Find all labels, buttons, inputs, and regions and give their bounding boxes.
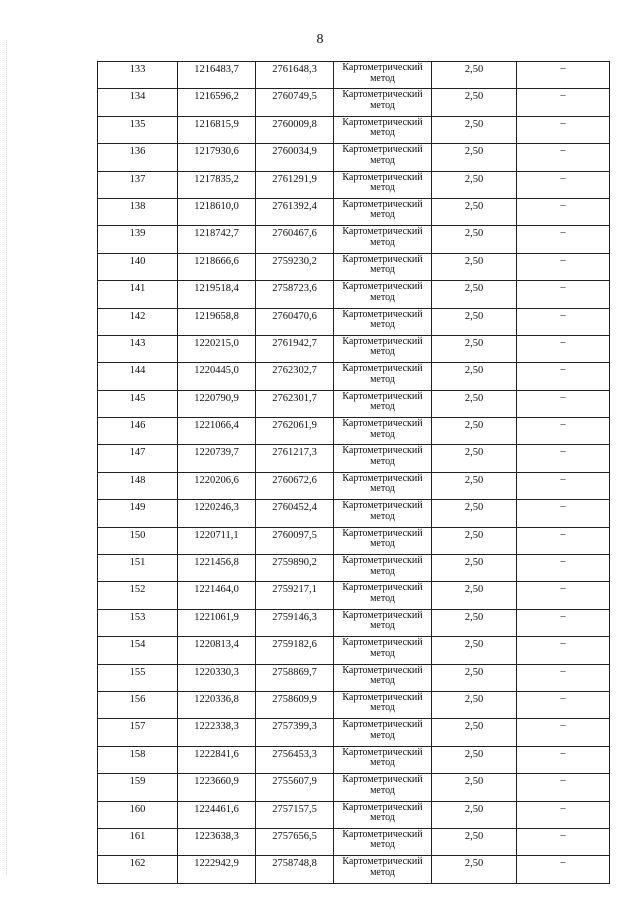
table-row bbox=[98, 418, 610, 445]
x-coordinate-cell: 1217835,2 bbox=[178, 171, 256, 198]
scan-edge-mark bbox=[6, 40, 7, 875]
note-cell: – bbox=[517, 664, 610, 691]
x-coordinate-cell: 1218610,0 bbox=[178, 198, 256, 225]
method-cell: Картометрический метод bbox=[334, 363, 432, 390]
x-coordinate-cell: 1220445,0 bbox=[178, 363, 256, 390]
x-coordinate-cell: 1224461,6 bbox=[178, 801, 256, 828]
table-row bbox=[98, 664, 610, 691]
accuracy-cell: 2,50 bbox=[432, 719, 517, 746]
coordinates-table bbox=[97, 61, 610, 884]
method-cell: Картометрический метод bbox=[334, 198, 432, 225]
table-row bbox=[98, 62, 610, 89]
method-cell: Картометрический метод bbox=[334, 609, 432, 636]
table-row bbox=[98, 116, 610, 143]
accuracy-cell: 2,50 bbox=[432, 390, 517, 417]
accuracy-cell: 2,50 bbox=[432, 664, 517, 691]
y-coordinate-cell: 2760009,8 bbox=[256, 116, 334, 143]
method-cell: Картометрический метод bbox=[334, 664, 432, 691]
accuracy-cell: 2,50 bbox=[432, 418, 517, 445]
note-cell: – bbox=[517, 445, 610, 472]
point-number-cell: 139 bbox=[98, 226, 178, 253]
y-coordinate-cell: 2761392,4 bbox=[256, 198, 334, 225]
y-coordinate-cell: 2762302,7 bbox=[256, 363, 334, 390]
note-cell: – bbox=[517, 582, 610, 609]
x-coordinate-cell: 1216483,7 bbox=[178, 62, 256, 89]
point-number-cell: 152 bbox=[98, 582, 178, 609]
accuracy-cell: 2,50 bbox=[432, 801, 517, 828]
method-cell: Картометрический метод bbox=[334, 637, 432, 664]
x-coordinate-cell: 1223638,3 bbox=[178, 828, 256, 855]
y-coordinate-cell: 2761291,9 bbox=[256, 171, 334, 198]
method-cell: Картометрический метод bbox=[334, 801, 432, 828]
x-coordinate-cell: 1216815,9 bbox=[178, 116, 256, 143]
point-number-cell: 146 bbox=[98, 418, 178, 445]
point-number-cell: 134 bbox=[98, 89, 178, 116]
accuracy-cell: 2,50 bbox=[432, 746, 517, 773]
note-cell: – bbox=[517, 500, 610, 527]
y-coordinate-cell: 2760452,4 bbox=[256, 500, 334, 527]
y-coordinate-cell: 2758609,9 bbox=[256, 691, 334, 718]
note-cell: – bbox=[517, 472, 610, 499]
y-coordinate-cell: 2762061,9 bbox=[256, 418, 334, 445]
x-coordinate-cell: 1220246,3 bbox=[178, 500, 256, 527]
y-coordinate-cell: 2758748,8 bbox=[256, 856, 334, 883]
method-cell: Картометрический метод bbox=[334, 390, 432, 417]
point-number-cell: 147 bbox=[98, 445, 178, 472]
note-cell: – bbox=[517, 198, 610, 225]
point-number-cell: 143 bbox=[98, 335, 178, 362]
point-number-cell: 133 bbox=[98, 62, 178, 89]
method-cell: Картометрический метод bbox=[334, 171, 432, 198]
accuracy-cell: 2,50 bbox=[432, 609, 517, 636]
table-row bbox=[98, 609, 610, 636]
table-row bbox=[98, 801, 610, 828]
y-coordinate-cell: 2759217,1 bbox=[256, 582, 334, 609]
table-row bbox=[98, 253, 610, 280]
point-number-cell: 145 bbox=[98, 390, 178, 417]
table-row bbox=[98, 527, 610, 554]
note-cell: – bbox=[517, 801, 610, 828]
y-coordinate-cell: 2757399,3 bbox=[256, 719, 334, 746]
y-coordinate-cell: 2760097,5 bbox=[256, 527, 334, 554]
y-coordinate-cell: 2761942,7 bbox=[256, 335, 334, 362]
accuracy-cell: 2,50 bbox=[432, 308, 517, 335]
point-number-cell: 157 bbox=[98, 719, 178, 746]
note-cell: – bbox=[517, 62, 610, 89]
table-row bbox=[98, 445, 610, 472]
accuracy-cell: 2,50 bbox=[432, 335, 517, 362]
x-coordinate-cell: 1220336,8 bbox=[178, 691, 256, 718]
table-row bbox=[98, 335, 610, 362]
note-cell: – bbox=[517, 527, 610, 554]
accuracy-cell: 2,50 bbox=[432, 856, 517, 883]
x-coordinate-cell: 1220739,7 bbox=[178, 445, 256, 472]
point-number-cell: 162 bbox=[98, 856, 178, 883]
point-number-cell: 148 bbox=[98, 472, 178, 499]
accuracy-cell: 2,50 bbox=[432, 555, 517, 582]
x-coordinate-cell: 1223660,9 bbox=[178, 774, 256, 801]
table-row bbox=[98, 828, 610, 855]
method-cell: Картометрический метод bbox=[334, 500, 432, 527]
point-number-cell: 151 bbox=[98, 555, 178, 582]
note-cell: – bbox=[517, 774, 610, 801]
x-coordinate-cell: 1216596,2 bbox=[178, 89, 256, 116]
note-cell: – bbox=[517, 746, 610, 773]
method-cell: Картометрический метод bbox=[334, 144, 432, 171]
x-coordinate-cell: 1222338,3 bbox=[178, 719, 256, 746]
point-number-cell: 153 bbox=[98, 609, 178, 636]
point-number-cell: 135 bbox=[98, 116, 178, 143]
table-row bbox=[98, 856, 610, 883]
point-number-cell: 141 bbox=[98, 281, 178, 308]
y-coordinate-cell: 2761217,3 bbox=[256, 445, 334, 472]
x-coordinate-cell: 1222841,6 bbox=[178, 746, 256, 773]
note-cell: – bbox=[517, 116, 610, 143]
point-number-cell: 155 bbox=[98, 664, 178, 691]
table-row bbox=[98, 144, 610, 171]
table-row bbox=[98, 746, 610, 773]
y-coordinate-cell: 2760470,6 bbox=[256, 308, 334, 335]
method-cell: Картометрический метод bbox=[334, 719, 432, 746]
y-coordinate-cell: 2761648,3 bbox=[256, 62, 334, 89]
y-coordinate-cell: 2759890,2 bbox=[256, 555, 334, 582]
y-coordinate-cell: 2757656,5 bbox=[256, 828, 334, 855]
table-row bbox=[98, 308, 610, 335]
note-cell: – bbox=[517, 609, 610, 636]
note-cell: – bbox=[517, 308, 610, 335]
method-cell: Картометрический метод bbox=[334, 116, 432, 143]
y-coordinate-cell: 2760672,6 bbox=[256, 472, 334, 499]
accuracy-cell: 2,50 bbox=[432, 281, 517, 308]
x-coordinate-cell: 1218666,6 bbox=[178, 253, 256, 280]
point-number-cell: 137 bbox=[98, 171, 178, 198]
note-cell: – bbox=[517, 144, 610, 171]
method-cell: Картометрический метод bbox=[334, 281, 432, 308]
table-row bbox=[98, 390, 610, 417]
table-row bbox=[98, 472, 610, 499]
point-number-cell: 138 bbox=[98, 198, 178, 225]
accuracy-cell: 2,50 bbox=[432, 144, 517, 171]
y-coordinate-cell: 2759146,3 bbox=[256, 609, 334, 636]
point-number-cell: 154 bbox=[98, 637, 178, 664]
note-cell: – bbox=[517, 253, 610, 280]
note-cell: – bbox=[517, 828, 610, 855]
x-coordinate-cell: 1220813,4 bbox=[178, 637, 256, 664]
point-number-cell: 160 bbox=[98, 801, 178, 828]
method-cell: Картометрический метод bbox=[334, 828, 432, 855]
y-coordinate-cell: 2759230,2 bbox=[256, 253, 334, 280]
point-number-cell: 159 bbox=[98, 774, 178, 801]
table-row bbox=[98, 691, 610, 718]
method-cell: Картометрический метод bbox=[334, 418, 432, 445]
y-coordinate-cell: 2757157,5 bbox=[256, 801, 334, 828]
method-cell: Картометрический метод bbox=[334, 445, 432, 472]
accuracy-cell: 2,50 bbox=[432, 171, 517, 198]
x-coordinate-cell: 1220330,3 bbox=[178, 664, 256, 691]
x-coordinate-cell: 1219658,8 bbox=[178, 308, 256, 335]
point-number-cell: 156 bbox=[98, 691, 178, 718]
point-number-cell: 149 bbox=[98, 500, 178, 527]
y-coordinate-cell: 2762301,7 bbox=[256, 390, 334, 417]
point-number-cell: 140 bbox=[98, 253, 178, 280]
note-cell: – bbox=[517, 363, 610, 390]
table-row bbox=[98, 89, 610, 116]
note-cell: – bbox=[517, 856, 610, 883]
table-row bbox=[98, 582, 610, 609]
y-coordinate-cell: 2755607,9 bbox=[256, 774, 334, 801]
x-coordinate-cell: 1220790,9 bbox=[178, 390, 256, 417]
x-coordinate-cell: 1218742,7 bbox=[178, 226, 256, 253]
note-cell: – bbox=[517, 171, 610, 198]
note-cell: – bbox=[517, 89, 610, 116]
accuracy-cell: 2,50 bbox=[432, 828, 517, 855]
method-cell: Картометрический метод bbox=[334, 527, 432, 554]
note-cell: – bbox=[517, 691, 610, 718]
method-cell: Картометрический метод bbox=[334, 691, 432, 718]
point-number-cell: 161 bbox=[98, 828, 178, 855]
accuracy-cell: 2,50 bbox=[432, 472, 517, 499]
method-cell: Картометрический метод bbox=[334, 253, 432, 280]
x-coordinate-cell: 1222942,9 bbox=[178, 856, 256, 883]
table-row bbox=[98, 281, 610, 308]
x-coordinate-cell: 1220215,0 bbox=[178, 335, 256, 362]
y-coordinate-cell: 2758723,6 bbox=[256, 281, 334, 308]
method-cell: Картометрический метод bbox=[334, 746, 432, 773]
accuracy-cell: 2,50 bbox=[432, 637, 517, 664]
note-cell: – bbox=[517, 335, 610, 362]
y-coordinate-cell: 2756453,3 bbox=[256, 746, 334, 773]
x-coordinate-cell: 1221061,9 bbox=[178, 609, 256, 636]
table-row bbox=[98, 363, 610, 390]
method-cell: Картометрический метод bbox=[334, 472, 432, 499]
accuracy-cell: 2,50 bbox=[432, 582, 517, 609]
table-row bbox=[98, 171, 610, 198]
accuracy-cell: 2,50 bbox=[432, 445, 517, 472]
method-cell: Картометрический метод bbox=[334, 582, 432, 609]
accuracy-cell: 2,50 bbox=[432, 116, 517, 143]
note-cell: – bbox=[517, 226, 610, 253]
table-row bbox=[98, 500, 610, 527]
method-cell: Картометрический метод bbox=[334, 62, 432, 89]
accuracy-cell: 2,50 bbox=[432, 198, 517, 225]
x-coordinate-cell: 1221464,0 bbox=[178, 582, 256, 609]
accuracy-cell: 2,50 bbox=[432, 774, 517, 801]
method-cell: Картометрический метод bbox=[334, 226, 432, 253]
table-row bbox=[98, 555, 610, 582]
note-cell: – bbox=[517, 418, 610, 445]
accuracy-cell: 2,50 bbox=[432, 691, 517, 718]
table-row bbox=[98, 198, 610, 225]
accuracy-cell: 2,50 bbox=[432, 500, 517, 527]
x-coordinate-cell: 1221066,4 bbox=[178, 418, 256, 445]
y-coordinate-cell: 2760749,5 bbox=[256, 89, 334, 116]
accuracy-cell: 2,50 bbox=[432, 62, 517, 89]
page-number: 8 bbox=[316, 32, 324, 47]
accuracy-cell: 2,50 bbox=[432, 363, 517, 390]
accuracy-cell: 2,50 bbox=[432, 527, 517, 554]
y-coordinate-cell: 2760034,9 bbox=[256, 144, 334, 171]
y-coordinate-cell: 2758869,7 bbox=[256, 664, 334, 691]
note-cell: – bbox=[517, 637, 610, 664]
x-coordinate-cell: 1220711,1 bbox=[178, 527, 256, 554]
method-cell: Картометрический метод bbox=[334, 856, 432, 883]
note-cell: – bbox=[517, 555, 610, 582]
note-cell: – bbox=[517, 390, 610, 417]
table-row bbox=[98, 774, 610, 801]
method-cell: Картометрический метод bbox=[334, 308, 432, 335]
table-row bbox=[98, 719, 610, 746]
note-cell: – bbox=[517, 719, 610, 746]
x-coordinate-cell: 1217930,6 bbox=[178, 144, 256, 171]
method-cell: Картометрический метод bbox=[334, 774, 432, 801]
point-number-cell: 158 bbox=[98, 746, 178, 773]
y-coordinate-cell: 2759182,6 bbox=[256, 637, 334, 664]
table-row bbox=[98, 637, 610, 664]
note-cell: – bbox=[517, 281, 610, 308]
y-coordinate-cell: 2760467,6 bbox=[256, 226, 334, 253]
x-coordinate-cell: 1219518,4 bbox=[178, 281, 256, 308]
accuracy-cell: 2,50 bbox=[432, 89, 517, 116]
point-number-cell: 150 bbox=[98, 527, 178, 554]
x-coordinate-cell: 1220206,6 bbox=[178, 472, 256, 499]
point-number-cell: 142 bbox=[98, 308, 178, 335]
point-number-cell: 136 bbox=[98, 144, 178, 171]
coordinates-table-body bbox=[98, 62, 610, 884]
point-number-cell: 144 bbox=[98, 363, 178, 390]
method-cell: Картометрический метод bbox=[334, 555, 432, 582]
accuracy-cell: 2,50 bbox=[432, 253, 517, 280]
accuracy-cell: 2,50 bbox=[432, 226, 517, 253]
method-cell: Картометрический метод bbox=[334, 335, 432, 362]
x-coordinate-cell: 1221456,8 bbox=[178, 555, 256, 582]
table-row bbox=[98, 226, 610, 253]
method-cell: Картометрический метод bbox=[334, 89, 432, 116]
